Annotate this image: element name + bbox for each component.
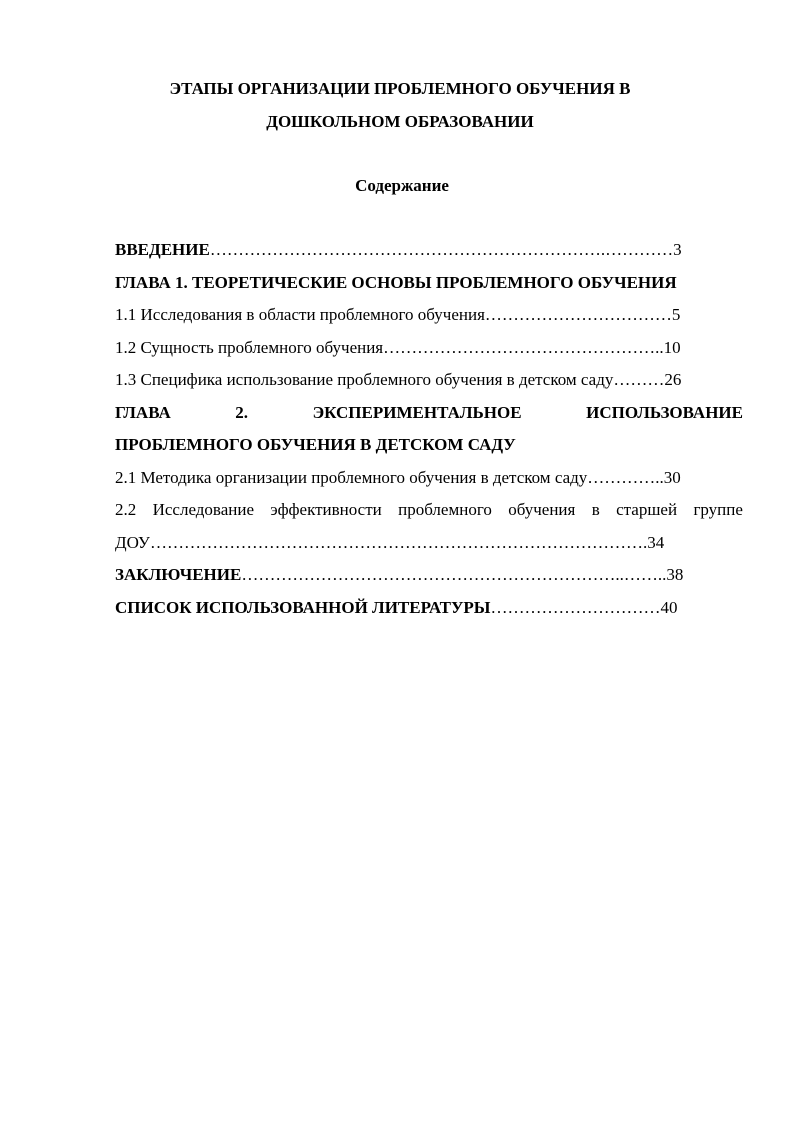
title-line-1: ЭТАПЫ ОРГАНИЗАЦИИ ПРОБЛЕМНОГО ОБУЧЕНИЯ В	[169, 79, 631, 98]
chapter-2-word: 2.	[235, 402, 249, 422]
toc-entry-1-2: 1.2 Сущность проблемного обучения…………………………………………..10	[115, 337, 681, 357]
toc-entry-references	[115, 592, 743, 625]
toc-entry-2-2-line-1	[115, 494, 743, 527]
section-2-2-word: старшей	[616, 500, 678, 519]
section-2-2-word: проблемного	[398, 500, 492, 519]
toc-entry-introduction	[115, 234, 743, 267]
toc-entry-conclusion	[115, 559, 743, 592]
section-2-2-word: 2.2	[115, 500, 137, 519]
toc-entry-chapter-2-line-1	[115, 397, 743, 430]
chapter-2-word: ЭКСПЕРИМЕНТАЛЬНОЕ	[312, 402, 522, 422]
toc-entry-chapter-1: ГЛАВА 1. ТЕОРЕТИЧЕСКИЕ ОСНОВЫ ПРОБЛЕМНОГО ОБУЧЕНИЯ	[115, 272, 677, 292]
section-2-2-word: эффективности	[270, 500, 382, 519]
toc-entry-2-2-line-2: ДОУ…………………………………………………………………………….34	[115, 532, 665, 552]
chapter-2-word: ИСПОЛЬЗОВАНИЕ	[586, 402, 743, 422]
toc-entry-1-3: 1.3 Специфика использование проблемного обучения в детском саду………26	[115, 370, 682, 389]
table-of-contents	[115, 234, 743, 624]
toc-references-label: СПИСОК ИСПОЛЬЗОВАННОЙ ЛИТЕРАТУРЫ	[115, 597, 491, 617]
toc-references-leader: …………………………40	[490, 597, 678, 617]
section-2-2-word: Исследование	[152, 500, 255, 519]
toc-entry-2-1: 2.1 Методика организации проблемного обучения в детском саду…………..30	[115, 467, 681, 487]
toc-conclusion-leader: …………………………………………………………..……..38	[241, 565, 684, 584]
title-line-2: ДОШКОЛЬНОМ ОБРАЗОВАНИИ	[266, 112, 534, 131]
section-2-2-word: обучения	[508, 500, 576, 519]
document-title	[100, 72, 700, 138]
toc-entry-1-1: 1.1 Исследования в области проблемного обучения……………………………5	[115, 305, 681, 324]
toc-conclusion-label: ЗАКЛЮЧЕНИЕ	[115, 565, 242, 584]
section-2-2-word: в	[591, 500, 600, 519]
chapter-2-word: ГЛАВА	[115, 402, 171, 422]
toc-heading: Содержание	[355, 176, 449, 195]
toc-introduction-label: ВВЕДЕНИЕ	[115, 240, 210, 259]
section-2-2-word: группе	[693, 500, 743, 519]
toc-entry-chapter-2-line-2: ПРОБЛЕМНОГО ОБУЧЕНИЯ В ДЕТСКОМ САДУ	[115, 435, 516, 454]
toc-introduction-leader: …………………………………………………………….…………3	[209, 240, 682, 259]
